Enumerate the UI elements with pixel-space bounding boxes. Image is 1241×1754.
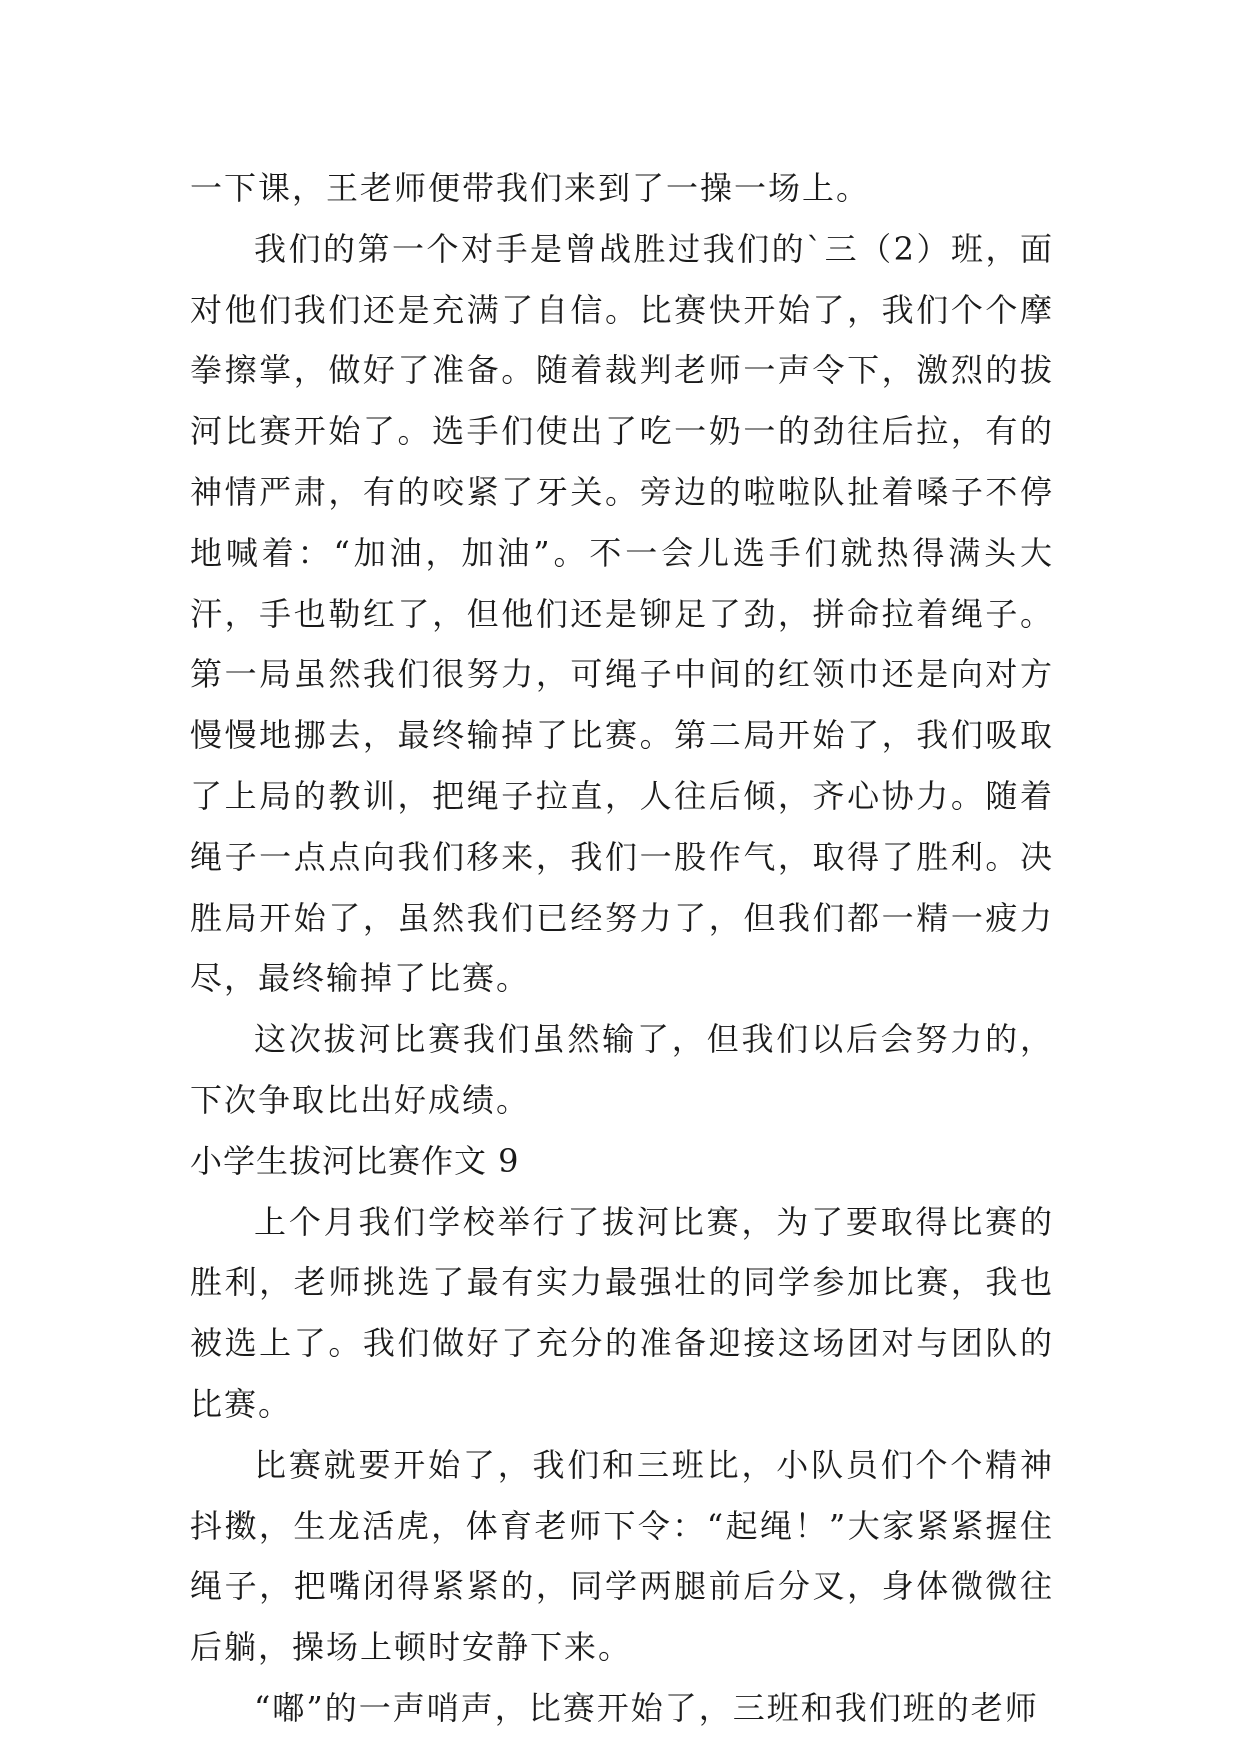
paragraph-2: 我们的第一个对手是曾战胜过我们的`三（2）班，面对他们我们还是充满了自信。比赛快开始了，我们个个摩拳擦掌，做好了准备。随着裁判老师一声令下，激烈的拔河比赛开始了。选手们使出了吃一奶一的劲往后拉，有的神情严肃，有的咬紧了牙关。旁边的啦啦队扯着嗓子不停地喊着：“加油，加油”。不一会儿选手们就热得满头大汗，手也勒红了，但他们还是铆足了劲，拼命拉着绳子。第一局虽然我们很努力，可绳子中间的红领巾还是向对方慢慢地挪去，最终输掉了比赛。第二局开始了，我们吸取了上局的教训，把绳子拉直，人往后倾，齐心协力。随着绳子一点点向我们移来，我们一股作气，取得了胜利。决胜局开始了，虽然我们已经努力了，但我们都一精一疲力尽，最终输掉了比赛。 xyxy=(190,229,1054,998)
paragraph-5: 比赛就要开始了，我们和三班比，小队员们个个精神抖擞，生龙活虎，体育老师下令：“起绳！”大家紧紧握住绳子，把嘴闭得紧紧的，同学两腿前后分叉，身体微微往后躺，操场上顿时安静下来。 xyxy=(190,1445,1054,1667)
paragraph-1: 一下课，王老师便带我们来到了一操一场上。 xyxy=(190,169,871,207)
document-body xyxy=(190,158,1054,1739)
paragraph-6: “嘟”的一声哨声，比赛开始了，三班和我们班的老师 xyxy=(254,1688,1039,1727)
section-heading: 小学生拔河比赛作文 9 xyxy=(190,1141,520,1180)
paragraph-4: 上个月我们学校举行了拔河比赛，为了要取得比赛的胜利，老师挑选了最有实力最强壮的同学参加比赛，我也被选上了。我们做好了充分的准备迎接这场团对与团队的比赛。 xyxy=(190,1202,1054,1423)
paragraph-3: 这次拔河比赛我们虽然输了，但我们以后会努力的，下次争取比出好成绩。 xyxy=(190,1020,1054,1119)
